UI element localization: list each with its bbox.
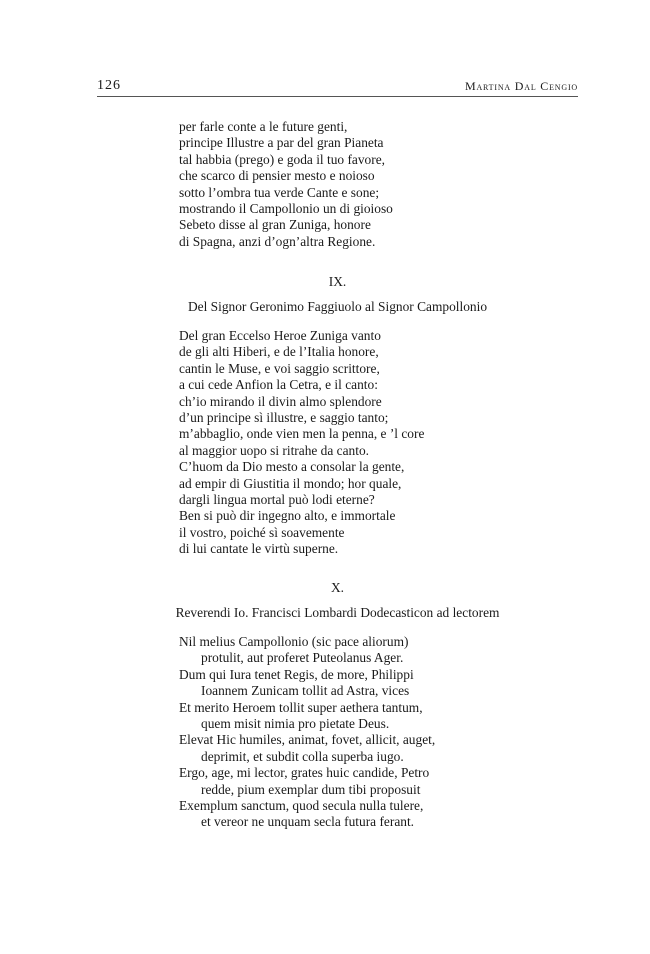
verse-line-indented: redde, pium exemplar dum tibi proposuit [201,781,421,797]
verse-line: il vostro, poiché sì soavemente [179,524,345,540]
verse-line: al maggior uopo si ritrahe da canto. [179,442,370,458]
section-number-ix: IX. [328,274,347,289]
verse-line: principe Illustre a par del gran Pianeta [179,135,384,151]
verse-line-indented: protulit, aut proferet Puteolanus Ager. [201,650,404,666]
verse-line: di Spagna, anzi d’ogn’altra Regione. [179,233,376,249]
verse-line: per farle conte a le future genti, [179,119,348,134]
verse-line: a cui cede Anfion la Cetra, e il canto: [179,377,378,393]
verse-line: tal habbia (prego) e goda il tuo favore, [179,151,385,167]
verse-line: ch’io mirando il divin almo splendore [179,393,382,409]
verse-line: che scarco di pensier mesto e noioso [179,168,375,184]
section-title-x: Reverendi Io. Francisci Lombardi Dodecasticon ad lectorem [175,605,500,620]
verse-line: Nil melius Campollonio (sic pace aliorum) [179,634,409,649]
verse-line: m’abbaglio, onde vien men la penna, e ’l core [179,426,425,442]
verse-line: dargli lingua mortal può lodi eterne? [179,491,375,507]
verse-line-indented: Ioannem Zunicam tollit ad Astra, vices [201,683,410,699]
verse-line: Ergo, age, mi lector, grates huic candide, Petro [179,765,430,781]
verse-line: di lui cantate le virtù superne. [179,541,339,557]
verse-line: d’un principe sì illustre, e saggio tanto; [179,409,389,425]
section-number-x: X. [330,580,345,595]
poem-x [179,634,435,831]
verse-line: cantin le Muse, e voi saggio scrittore, [179,360,380,376]
section-title-ix: Del Signor Geronimo Faggiuolo al Signor Campollonio [187,299,488,314]
verse-line: sotto l’ombra tua verde Cante e sone; [179,184,380,200]
verse-line: mostrando il Campollonio un di gioioso [179,200,393,216]
verse-line: Del gran Eccelso Heroe Zuniga vanto [179,328,381,343]
verse-line-indented: deprimit, et subdit colla superba iugo. [201,748,404,764]
poem-ix [179,328,424,557]
poem-continuation [179,119,393,250]
verse-line: C’huom da Dio mesto a consolar la gente, [179,459,405,475]
verse-line-indented: quem misit nimia pro pietate Deus. [201,715,390,731]
verse-line: Dum qui Iura tenet Regis, de more, Philippi [179,666,414,682]
verse-line: de gli alti Hiberi, e de l’Italia honore, [179,344,379,360]
verse-line-indented: et vereor ne unquam secla futura ferant. [201,814,415,830]
page-number: 126 [97,78,121,93]
verse-line: ad empir di Giustitia il mondo; hor quale, [179,475,402,491]
running-head: Martina Dal Cengio [464,79,578,93]
verse-line: Et merito Heroem tollit super aethera tantum, [179,699,423,715]
verse-line: Ben si può dir ingegno alto, e immortale [179,508,396,524]
verse-line: Exemplum sanctum, quod secula nulla tulere, [179,797,424,813]
verse-line: Sebeto disse al gran Zuniga, honore [179,217,371,233]
verse-line: Elevat Hic humiles, animat, fovet, allicit, auget, [179,732,436,748]
page-header [97,76,578,97]
